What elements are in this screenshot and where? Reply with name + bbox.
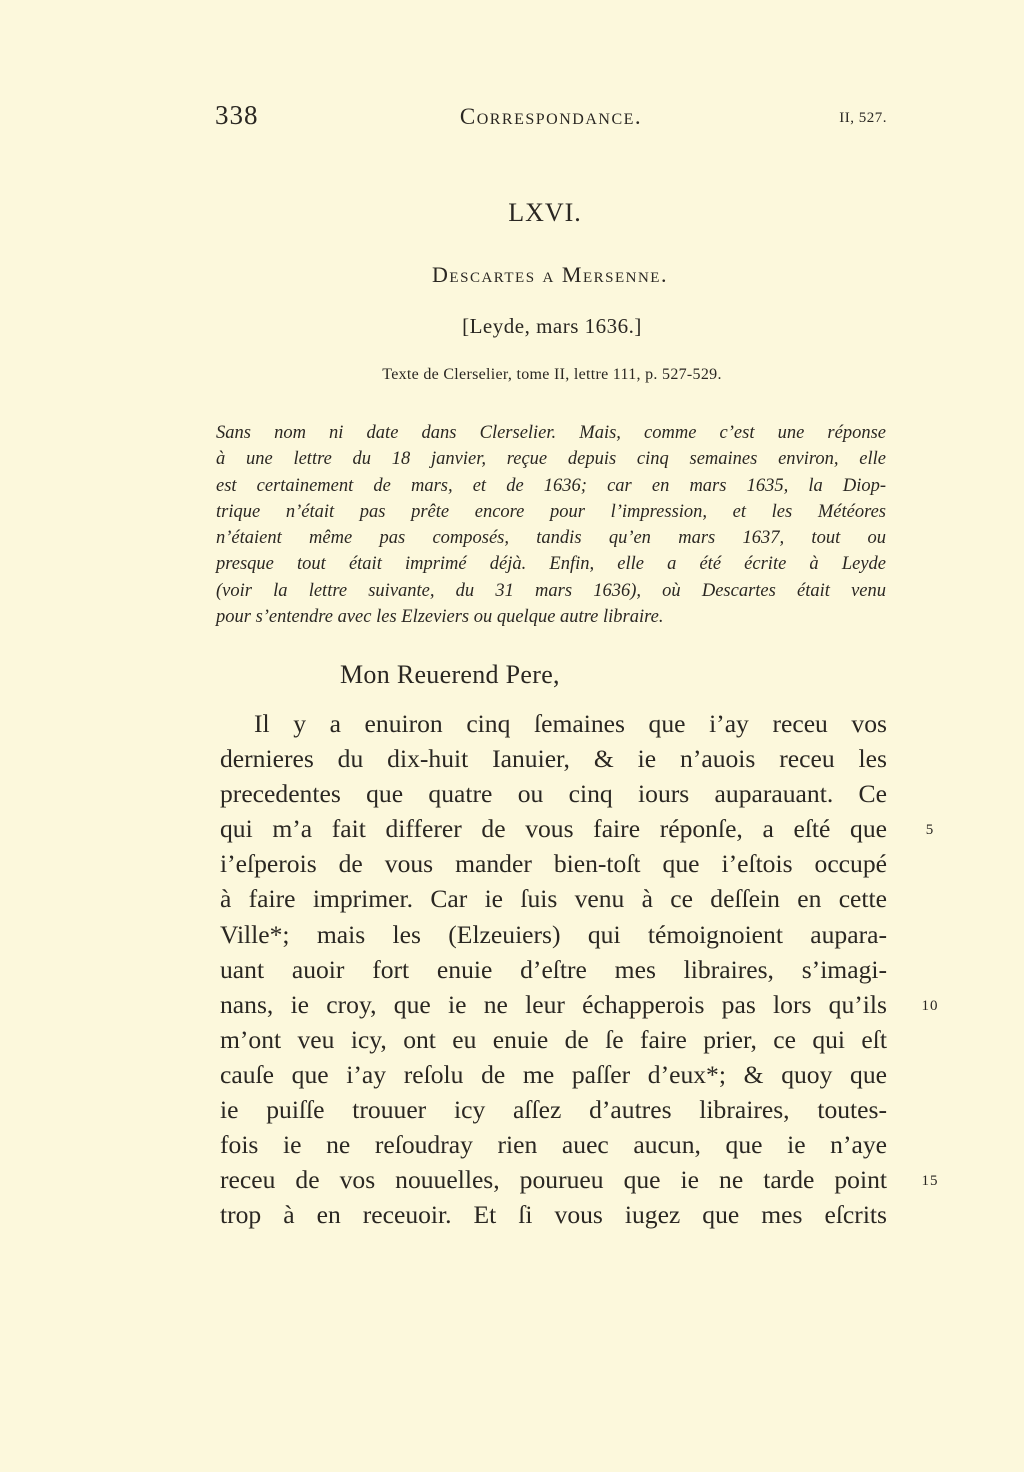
page-header [215,100,887,140]
salutation: Mon Reuerend Pere, [340,660,560,689]
letter-number: LXVI. [508,198,582,227]
body-line: cauſe que i’ay reſolu de me paſſer d’eux*; & quoy que [220,1059,887,1089]
body-line: à faire imprimer. Car ie ſuis venu à ce deſſein en cette [220,884,887,914]
editor-note-line: (voir la lettre suivante, du 31 mars 1636), où Descartes était venu [216,580,886,601]
editor-note [216,420,886,630]
editor-note-line: n’étaient même pas composés, tandis qu’en mars 1637, tout ou [216,528,886,549]
source-citation: Texte de Clerselier, tome II, lettre 111, p. 527-529. [382,366,722,383]
running-title: Correspondance. [459,104,643,129]
margin-line-number: 10 [921,998,939,1014]
letter-title: Descartes a Mersenne. [432,262,668,287]
page-number: 338 [215,100,259,130]
editor-note-line: trique n’était pas prête encore pour l’impression, et les Météores [216,501,886,522]
body-line: Ville*; mais les (Elzeuiers) qui témoignoient aupara- [220,919,887,949]
editor-note-line: pour s’entendre avec les Elzeviers ou quelque autre libraire. [216,607,664,628]
body-line: receu de vos nouuelles, pourueu que ie ne tarde point [220,1165,887,1195]
body-line: fois ie ne reſoudray rien auec aucun, que ie n’aye [220,1130,887,1160]
margin-line-number: 5 [925,822,935,838]
editor-note-line: Sans nom ni date dans Clerselier. Mais, comme c’est une réponse [216,423,886,443]
editor-note-line: est certainement de mars, et de 1636; car en mars 1635, la Diop- [216,475,886,496]
letter-body [220,706,887,1232]
body-line: uant auoir fort enuie d’eſtre mes libraires, s’imagi- [220,954,887,984]
body-line: i’eſperois de vous mander bien-toſt que i’eſtois occupé [220,849,887,879]
body-line: dernieres du dix-huit Ianuier, & ie n’auois receu les [220,744,887,774]
body-line: qui m’a fait differer de vous faire réponſe, a eſté que [220,814,887,844]
body-line: trop à en receuoir. Et ſi vous iugez que mes eſcrits [220,1200,887,1230]
letter-place-date: [Leyde, mars 1636.] [462,314,642,338]
editor-note-line: à une lettre du 18 janvier, reçue depuis cinq semaines environ, elle [216,449,886,470]
body-line: ie puiſſe trouuer icy aſſez d’autres libraires, toutes- [220,1095,887,1125]
margin-line-number: 15 [921,1173,939,1189]
body-line: m’ont veu icy, ont eu enuie de ſe faire prier, ce qui eſt [220,1024,887,1054]
body-line: nans, ie croy, que ie ne leur échapperois pas lors qu’ils [220,989,887,1019]
edition-reference: II, 527. [839,110,887,126]
editor-note-line: presque tout était imprimé déjà. Enfin, elle a été écrite à Leyde [216,554,886,575]
body-line: Il y a enuiron cinq ſemaines que i’ay receu vos [254,709,887,738]
body-line: precedentes que quatre ou cinq iours auparauant. Ce [220,779,887,809]
